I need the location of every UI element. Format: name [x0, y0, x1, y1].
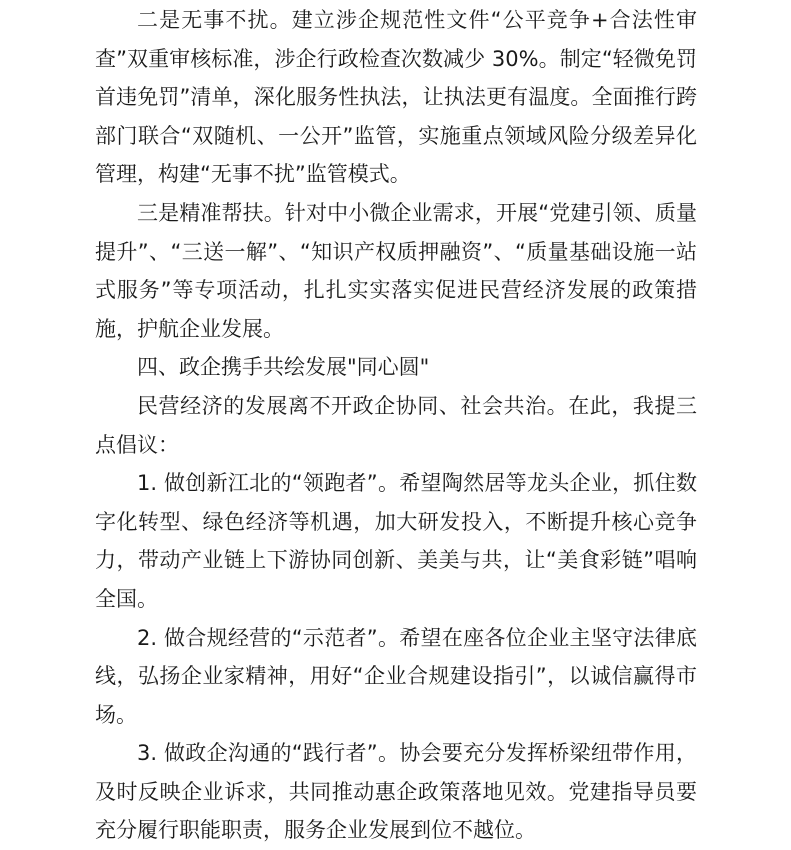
document-body [95, 1, 697, 850]
proposal-item-3: 3. 做政企沟通的“践行者”。协会要充分发挥桥梁纽带作用，及时反映企业诉求，共同推动惠企政策落地见效。党建指导员要充分履行职能职责，服务企业发展到位不越位。 [95, 741, 697, 843]
paragraph-proposals-intro: 民营经济的发展离不开政企协同、社会共治。在此，我提三点倡议： [95, 393, 697, 457]
section-heading-4: 四、政企携手共绘发展"同心圆" [137, 355, 430, 380]
paragraph-no-disturbance: 二是无事不扰。建立涉企规范性文件“公平竞争+合法性审查”双重审核标准，涉企行政检查次数减少 30%。制定“轻微免罚首违免罚”清单，深化服务性执法，让执法更有温度。全面推行跨部门联合“双随机、一公开”监管，实施重点领域风险分级差异化管理，构建“无事不扰”监管模式。 [95, 8, 697, 187]
paragraph-precise-assistance: 三是精准帮扶。针对中小微企业需求，开展“党建引领、质量提升”、“三送一解”、“知识产权质押融资”、“质量基础设施一站式服务”等专项活动，扎扎实实落实促进民营经济发展的政策措施，护航企业发展。 [95, 200, 697, 341]
proposal-item-1: 1. 做创新江北的“领跑者”。希望陶然居等龙头企业，抓住数字化转型、绿色经济等机遇，加大研发投入，不断提升核心竞争力，带动产业链上下游协同创新、美美与共，让“美食彩链”唱响全国。 [95, 471, 697, 611]
proposal-item-2: 2. 做合规经营的“示范者”。希望在座各位企业主坚守法律底线，弘扬企业家精神，用好“企业合规建设指引”，以诚信赢得市场。 [95, 625, 697, 727]
